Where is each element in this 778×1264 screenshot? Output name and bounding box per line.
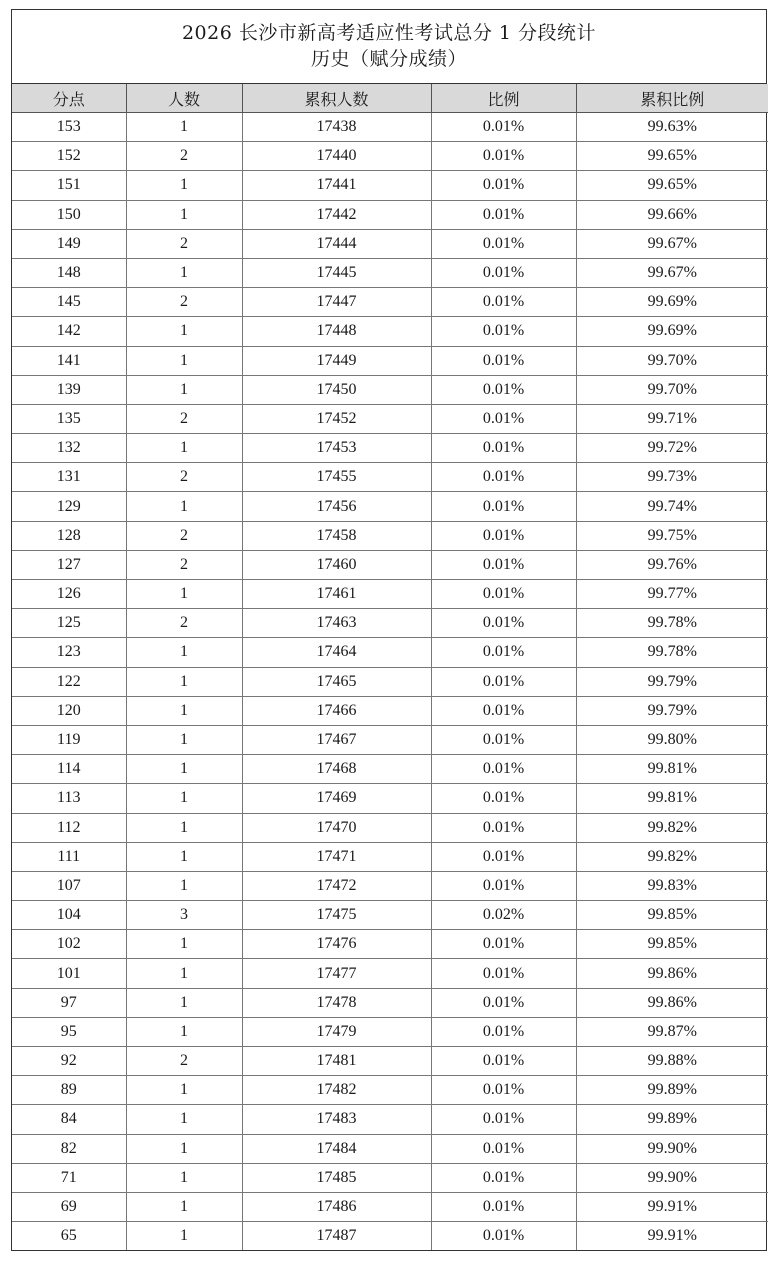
cell-cumulative-ratio: 99.74% bbox=[576, 492, 768, 521]
cell-ratio: 0.01% bbox=[431, 638, 576, 667]
column-header-cumulative-ratio: 累积比例 bbox=[576, 84, 768, 113]
column-header-score: 分点 bbox=[12, 84, 126, 113]
cell-count: 1 bbox=[126, 434, 242, 463]
cell-cumulative-count: 17486 bbox=[242, 1192, 431, 1221]
cell-count: 1 bbox=[126, 871, 242, 900]
cell-count: 1 bbox=[126, 1192, 242, 1221]
table-row bbox=[12, 725, 768, 754]
cell-ratio: 0.01% bbox=[431, 171, 576, 200]
cell-cumulative-ratio: 99.89% bbox=[576, 1076, 768, 1105]
cell-ratio: 0.01% bbox=[431, 346, 576, 375]
page-title: 2026 长沙市新高考适应性考试总分 1 分段统计 bbox=[181, 22, 597, 44]
cell-cumulative-count: 17463 bbox=[242, 609, 431, 638]
cell-score: 82 bbox=[12, 1134, 126, 1163]
table-row bbox=[12, 871, 768, 900]
cell-count: 1 bbox=[126, 930, 242, 959]
cell-cumulative-count: 17444 bbox=[242, 229, 431, 258]
cell-score: 65 bbox=[12, 1222, 126, 1251]
cell-count: 1 bbox=[126, 1163, 242, 1192]
cell-count: 1 bbox=[126, 755, 242, 784]
cell-cumulative-count: 17475 bbox=[242, 901, 431, 930]
cell-cumulative-ratio: 99.83% bbox=[576, 871, 768, 900]
cell-score: 139 bbox=[12, 375, 126, 404]
cell-count: 2 bbox=[126, 463, 242, 492]
cell-score: 142 bbox=[12, 317, 126, 346]
cell-cumulative-ratio: 99.77% bbox=[576, 580, 768, 609]
cell-cumulative-ratio: 99.78% bbox=[576, 638, 768, 667]
cell-score: 141 bbox=[12, 346, 126, 375]
cell-count: 1 bbox=[126, 375, 242, 404]
table-row bbox=[12, 930, 768, 959]
table-row bbox=[12, 200, 768, 229]
cell-count: 1 bbox=[126, 1076, 242, 1105]
cell-score: 71 bbox=[12, 1163, 126, 1192]
cell-cumulative-count: 17483 bbox=[242, 1105, 431, 1134]
table-row bbox=[12, 1192, 768, 1221]
cell-ratio: 0.01% bbox=[431, 959, 576, 988]
cell-score: 150 bbox=[12, 200, 126, 229]
cell-cumulative-ratio: 99.63% bbox=[576, 113, 768, 142]
cell-count: 1 bbox=[126, 667, 242, 696]
table-row bbox=[12, 113, 768, 142]
cell-score: 131 bbox=[12, 463, 126, 492]
cell-ratio: 0.01% bbox=[431, 813, 576, 842]
table-row bbox=[12, 463, 768, 492]
table-row bbox=[12, 784, 768, 813]
cell-ratio: 0.01% bbox=[431, 288, 576, 317]
table-row bbox=[12, 580, 768, 609]
cell-cumulative-count: 17479 bbox=[242, 1017, 431, 1046]
table-row bbox=[12, 1017, 768, 1046]
table-row bbox=[12, 288, 768, 317]
cell-ratio: 0.01% bbox=[431, 463, 576, 492]
cell-cumulative-ratio: 99.85% bbox=[576, 930, 768, 959]
cell-score: 84 bbox=[12, 1105, 126, 1134]
cell-cumulative-count: 17472 bbox=[242, 871, 431, 900]
cell-score: 128 bbox=[12, 521, 126, 550]
cell-ratio: 0.01% bbox=[431, 1105, 576, 1134]
cell-cumulative-count: 17460 bbox=[242, 550, 431, 579]
cell-count: 1 bbox=[126, 113, 242, 142]
cell-count: 1 bbox=[126, 346, 242, 375]
table-row bbox=[12, 842, 768, 871]
cell-ratio: 0.01% bbox=[431, 1076, 576, 1105]
cell-cumulative-ratio: 99.67% bbox=[576, 229, 768, 258]
cell-cumulative-ratio: 99.90% bbox=[576, 1163, 768, 1192]
cell-ratio: 0.01% bbox=[431, 930, 576, 959]
table-row bbox=[12, 1105, 768, 1134]
cell-ratio: 0.01% bbox=[431, 113, 576, 142]
column-header-cumulative-count: 累积人数 bbox=[242, 84, 431, 113]
table-row bbox=[12, 1163, 768, 1192]
cell-score: 152 bbox=[12, 142, 126, 171]
cell-cumulative-ratio: 99.66% bbox=[576, 200, 768, 229]
cell-score: 120 bbox=[12, 696, 126, 725]
cell-cumulative-count: 17466 bbox=[242, 696, 431, 725]
cell-score: 126 bbox=[12, 580, 126, 609]
cell-score: 153 bbox=[12, 113, 126, 142]
table-row bbox=[12, 375, 768, 404]
cell-cumulative-count: 17438 bbox=[242, 113, 431, 142]
cell-cumulative-ratio: 99.86% bbox=[576, 959, 768, 988]
cell-count: 2 bbox=[126, 288, 242, 317]
cell-cumulative-count: 17461 bbox=[242, 580, 431, 609]
cell-count: 1 bbox=[126, 784, 242, 813]
table-row bbox=[12, 550, 768, 579]
cell-cumulative-ratio: 99.88% bbox=[576, 1047, 768, 1076]
cell-ratio: 0.01% bbox=[431, 1017, 576, 1046]
table-row bbox=[12, 317, 768, 346]
cell-ratio: 0.01% bbox=[431, 200, 576, 229]
cell-count: 1 bbox=[126, 171, 242, 200]
cell-cumulative-count: 17481 bbox=[242, 1047, 431, 1076]
cell-score: 119 bbox=[12, 725, 126, 754]
cell-cumulative-ratio: 99.79% bbox=[576, 696, 768, 725]
cell-cumulative-count: 17471 bbox=[242, 842, 431, 871]
cell-ratio: 0.01% bbox=[431, 609, 576, 638]
cell-count: 1 bbox=[126, 317, 242, 346]
score-table bbox=[12, 84, 768, 1250]
cell-count: 3 bbox=[126, 901, 242, 930]
table-row bbox=[12, 1047, 768, 1076]
cell-cumulative-count: 17487 bbox=[242, 1222, 431, 1251]
cell-score: 112 bbox=[12, 813, 126, 842]
cell-cumulative-count: 17477 bbox=[242, 959, 431, 988]
cell-score: 97 bbox=[12, 988, 126, 1017]
table-row bbox=[12, 258, 768, 287]
cell-ratio: 0.01% bbox=[431, 142, 576, 171]
cell-cumulative-ratio: 99.70% bbox=[576, 375, 768, 404]
table-row bbox=[12, 1222, 768, 1251]
cell-count: 2 bbox=[126, 142, 242, 171]
table-header-row bbox=[12, 84, 768, 113]
cell-cumulative-count: 17470 bbox=[242, 813, 431, 842]
cell-cumulative-ratio: 99.90% bbox=[576, 1134, 768, 1163]
cell-ratio: 0.01% bbox=[431, 1134, 576, 1163]
cell-cumulative-ratio: 99.85% bbox=[576, 901, 768, 930]
table-row bbox=[12, 609, 768, 638]
cell-cumulative-ratio: 99.86% bbox=[576, 988, 768, 1017]
cell-count: 1 bbox=[126, 492, 242, 521]
table-body bbox=[12, 113, 768, 1251]
cell-count: 1 bbox=[126, 258, 242, 287]
cell-count: 2 bbox=[126, 550, 242, 579]
cell-count: 1 bbox=[126, 1222, 242, 1251]
cell-cumulative-ratio: 99.89% bbox=[576, 1105, 768, 1134]
table-row bbox=[12, 696, 768, 725]
cell-count: 1 bbox=[126, 638, 242, 667]
cell-ratio: 0.01% bbox=[431, 492, 576, 521]
cell-cumulative-count: 17455 bbox=[242, 463, 431, 492]
cell-ratio: 0.01% bbox=[431, 1047, 576, 1076]
cell-count: 1 bbox=[126, 959, 242, 988]
table-row bbox=[12, 813, 768, 842]
cell-ratio: 0.01% bbox=[431, 375, 576, 404]
cell-score: 111 bbox=[12, 842, 126, 871]
cell-count: 1 bbox=[126, 988, 242, 1017]
table-row bbox=[12, 229, 768, 258]
cell-score: 125 bbox=[12, 609, 126, 638]
cell-cumulative-count: 17485 bbox=[242, 1163, 431, 1192]
cell-cumulative-ratio: 99.65% bbox=[576, 171, 768, 200]
cell-cumulative-count: 17440 bbox=[242, 142, 431, 171]
cell-cumulative-ratio: 99.65% bbox=[576, 142, 768, 171]
cell-cumulative-count: 17478 bbox=[242, 988, 431, 1017]
cell-cumulative-count: 17449 bbox=[242, 346, 431, 375]
cell-cumulative-count: 17453 bbox=[242, 434, 431, 463]
cell-ratio: 0.01% bbox=[431, 258, 576, 287]
cell-score: 101 bbox=[12, 959, 126, 988]
cell-cumulative-ratio: 99.71% bbox=[576, 404, 768, 433]
cell-cumulative-ratio: 99.81% bbox=[576, 784, 768, 813]
cell-ratio: 0.01% bbox=[431, 755, 576, 784]
cell-count: 1 bbox=[126, 725, 242, 754]
cell-cumulative-count: 17442 bbox=[242, 200, 431, 229]
cell-cumulative-count: 17465 bbox=[242, 667, 431, 696]
cell-cumulative-ratio: 99.91% bbox=[647, 1227, 697, 1245]
cell-score: 122 bbox=[12, 667, 126, 696]
cell-score: 113 bbox=[12, 784, 126, 813]
cell-count: 1 bbox=[126, 1134, 242, 1163]
cell-cumulative-ratio: 99.76% bbox=[576, 550, 768, 579]
cell-score: 132 bbox=[12, 434, 126, 463]
cell-cumulative-ratio: 99.81% bbox=[576, 755, 768, 784]
cell-cumulative-ratio: 99.69% bbox=[576, 288, 768, 317]
table-row bbox=[12, 171, 768, 200]
cell-cumulative-ratio: 99.78% bbox=[576, 609, 768, 638]
cell-ratio: 0.01% bbox=[431, 1192, 576, 1221]
table-row bbox=[12, 638, 768, 667]
cell-score: 92 bbox=[12, 1047, 126, 1076]
page-subtitle: 历史（赋分成绩） bbox=[310, 48, 467, 70]
cell-count: 2 bbox=[126, 609, 242, 638]
cell-score: 89 bbox=[12, 1076, 126, 1105]
cell-cumulative-count: 17456 bbox=[242, 492, 431, 521]
cell-cumulative-count: 17476 bbox=[242, 930, 431, 959]
cell-count: 1 bbox=[126, 200, 242, 229]
cell-score: 149 bbox=[12, 229, 126, 258]
cell-ratio: 0.01% bbox=[431, 521, 576, 550]
cell-cumulative-count: 17467 bbox=[242, 725, 431, 754]
cell-count: 1 bbox=[126, 1105, 242, 1134]
table-row bbox=[12, 1134, 768, 1163]
table-row bbox=[12, 404, 768, 433]
cell-cumulative-ratio: 99.73% bbox=[576, 463, 768, 492]
cell-ratio: 0.01% bbox=[431, 317, 576, 346]
cell-cumulative-ratio: 99.91% bbox=[576, 1192, 768, 1221]
table-row bbox=[12, 988, 768, 1017]
cell-score: 151 bbox=[12, 171, 126, 200]
cell-ratio: 0.01% bbox=[431, 871, 576, 900]
cell-score: 135 bbox=[12, 404, 126, 433]
cell-score: 148 bbox=[12, 258, 126, 287]
cell-count: 2 bbox=[126, 404, 242, 433]
table-row bbox=[12, 521, 768, 550]
cell-cumulative-count: 17464 bbox=[242, 638, 431, 667]
cell-score: 123 bbox=[12, 638, 126, 667]
cell-cumulative-ratio: 99.80% bbox=[576, 725, 768, 754]
cell-cumulative-ratio: 99.82% bbox=[576, 842, 768, 871]
table-row bbox=[12, 959, 768, 988]
cell-count: 2 bbox=[126, 1047, 242, 1076]
cell-cumulative-count: 17448 bbox=[242, 317, 431, 346]
cell-ratio: 0.01% bbox=[431, 988, 576, 1017]
cell-cumulative-count: 17441 bbox=[242, 171, 431, 200]
cell-cumulative-ratio: 99.69% bbox=[576, 317, 768, 346]
cell-cumulative-count: 17468 bbox=[242, 755, 431, 784]
column-header-ratio: 比例 bbox=[431, 84, 576, 113]
cell-ratio: 0.01% bbox=[431, 784, 576, 813]
cell-count: 1 bbox=[126, 1017, 242, 1046]
cell-ratio: 0.01% bbox=[431, 667, 576, 696]
cell-cumulative-count: 17458 bbox=[242, 521, 431, 550]
cell-count: 2 bbox=[126, 521, 242, 550]
cell-cumulative-count: 17484 bbox=[242, 1134, 431, 1163]
cell-cumulative-count: 17450 bbox=[242, 375, 431, 404]
cell-ratio: 0.01% bbox=[431, 696, 576, 725]
cell-ratio: 0.01% bbox=[431, 550, 576, 579]
cell-cumulative-ratio: 99.70% bbox=[576, 346, 768, 375]
cell-cumulative-count: 17445 bbox=[242, 258, 431, 287]
cell-cumulative-ratio: 99.67% bbox=[576, 258, 768, 287]
score-distribution-sheet bbox=[11, 9, 767, 1251]
cell-cumulative-ratio: 99.75% bbox=[576, 521, 768, 550]
table-row bbox=[12, 901, 768, 930]
cell-score: 107 bbox=[12, 871, 126, 900]
column-header-count: 人数 bbox=[126, 84, 242, 113]
table-row bbox=[12, 667, 768, 696]
cell-ratio: 0.01% bbox=[431, 404, 576, 433]
cell-ratio: 0.02% bbox=[431, 901, 576, 930]
cell-ratio: 0.01% bbox=[431, 1222, 576, 1251]
cell-ratio: 0.01% bbox=[431, 580, 576, 609]
cell-score: 114 bbox=[12, 755, 126, 784]
cell-ratio: 0.01% bbox=[431, 842, 576, 871]
cell-score: 104 bbox=[12, 901, 126, 930]
cell-cumulative-ratio: 99.87% bbox=[576, 1017, 768, 1046]
cell-cumulative-ratio: 99.79% bbox=[576, 667, 768, 696]
cell-score: 145 bbox=[12, 288, 126, 317]
cell-cumulative-ratio: 99.82% bbox=[576, 813, 768, 842]
cell-score: 102 bbox=[12, 930, 126, 959]
cell-cumulative-count: 17482 bbox=[242, 1076, 431, 1105]
title-block bbox=[12, 10, 766, 84]
cell-cumulative-ratio: 99.72% bbox=[576, 434, 768, 463]
cell-cumulative-count: 17469 bbox=[242, 784, 431, 813]
cell-score: 129 bbox=[12, 492, 126, 521]
cell-ratio: 0.01% bbox=[431, 434, 576, 463]
cell-score: 127 bbox=[12, 550, 126, 579]
table-row bbox=[12, 755, 768, 784]
cell-ratio: 0.01% bbox=[431, 725, 576, 754]
cell-count: 1 bbox=[126, 696, 242, 725]
table-row bbox=[12, 492, 768, 521]
cell-cumulative-count: 17452 bbox=[242, 404, 431, 433]
cell-cumulative-count: 17447 bbox=[242, 288, 431, 317]
cell-score: 95 bbox=[12, 1017, 126, 1046]
cell-ratio: 0.01% bbox=[431, 229, 576, 258]
cell-score: 69 bbox=[12, 1192, 126, 1221]
cell-ratio: 0.01% bbox=[431, 1163, 576, 1192]
cell-count: 1 bbox=[126, 813, 242, 842]
cell-count: 1 bbox=[126, 580, 242, 609]
table-row bbox=[12, 434, 768, 463]
table-row bbox=[12, 142, 768, 171]
table-row bbox=[12, 1076, 768, 1105]
cell-count: 1 bbox=[126, 842, 242, 871]
cell-count: 2 bbox=[126, 229, 242, 258]
table-row bbox=[12, 346, 768, 375]
